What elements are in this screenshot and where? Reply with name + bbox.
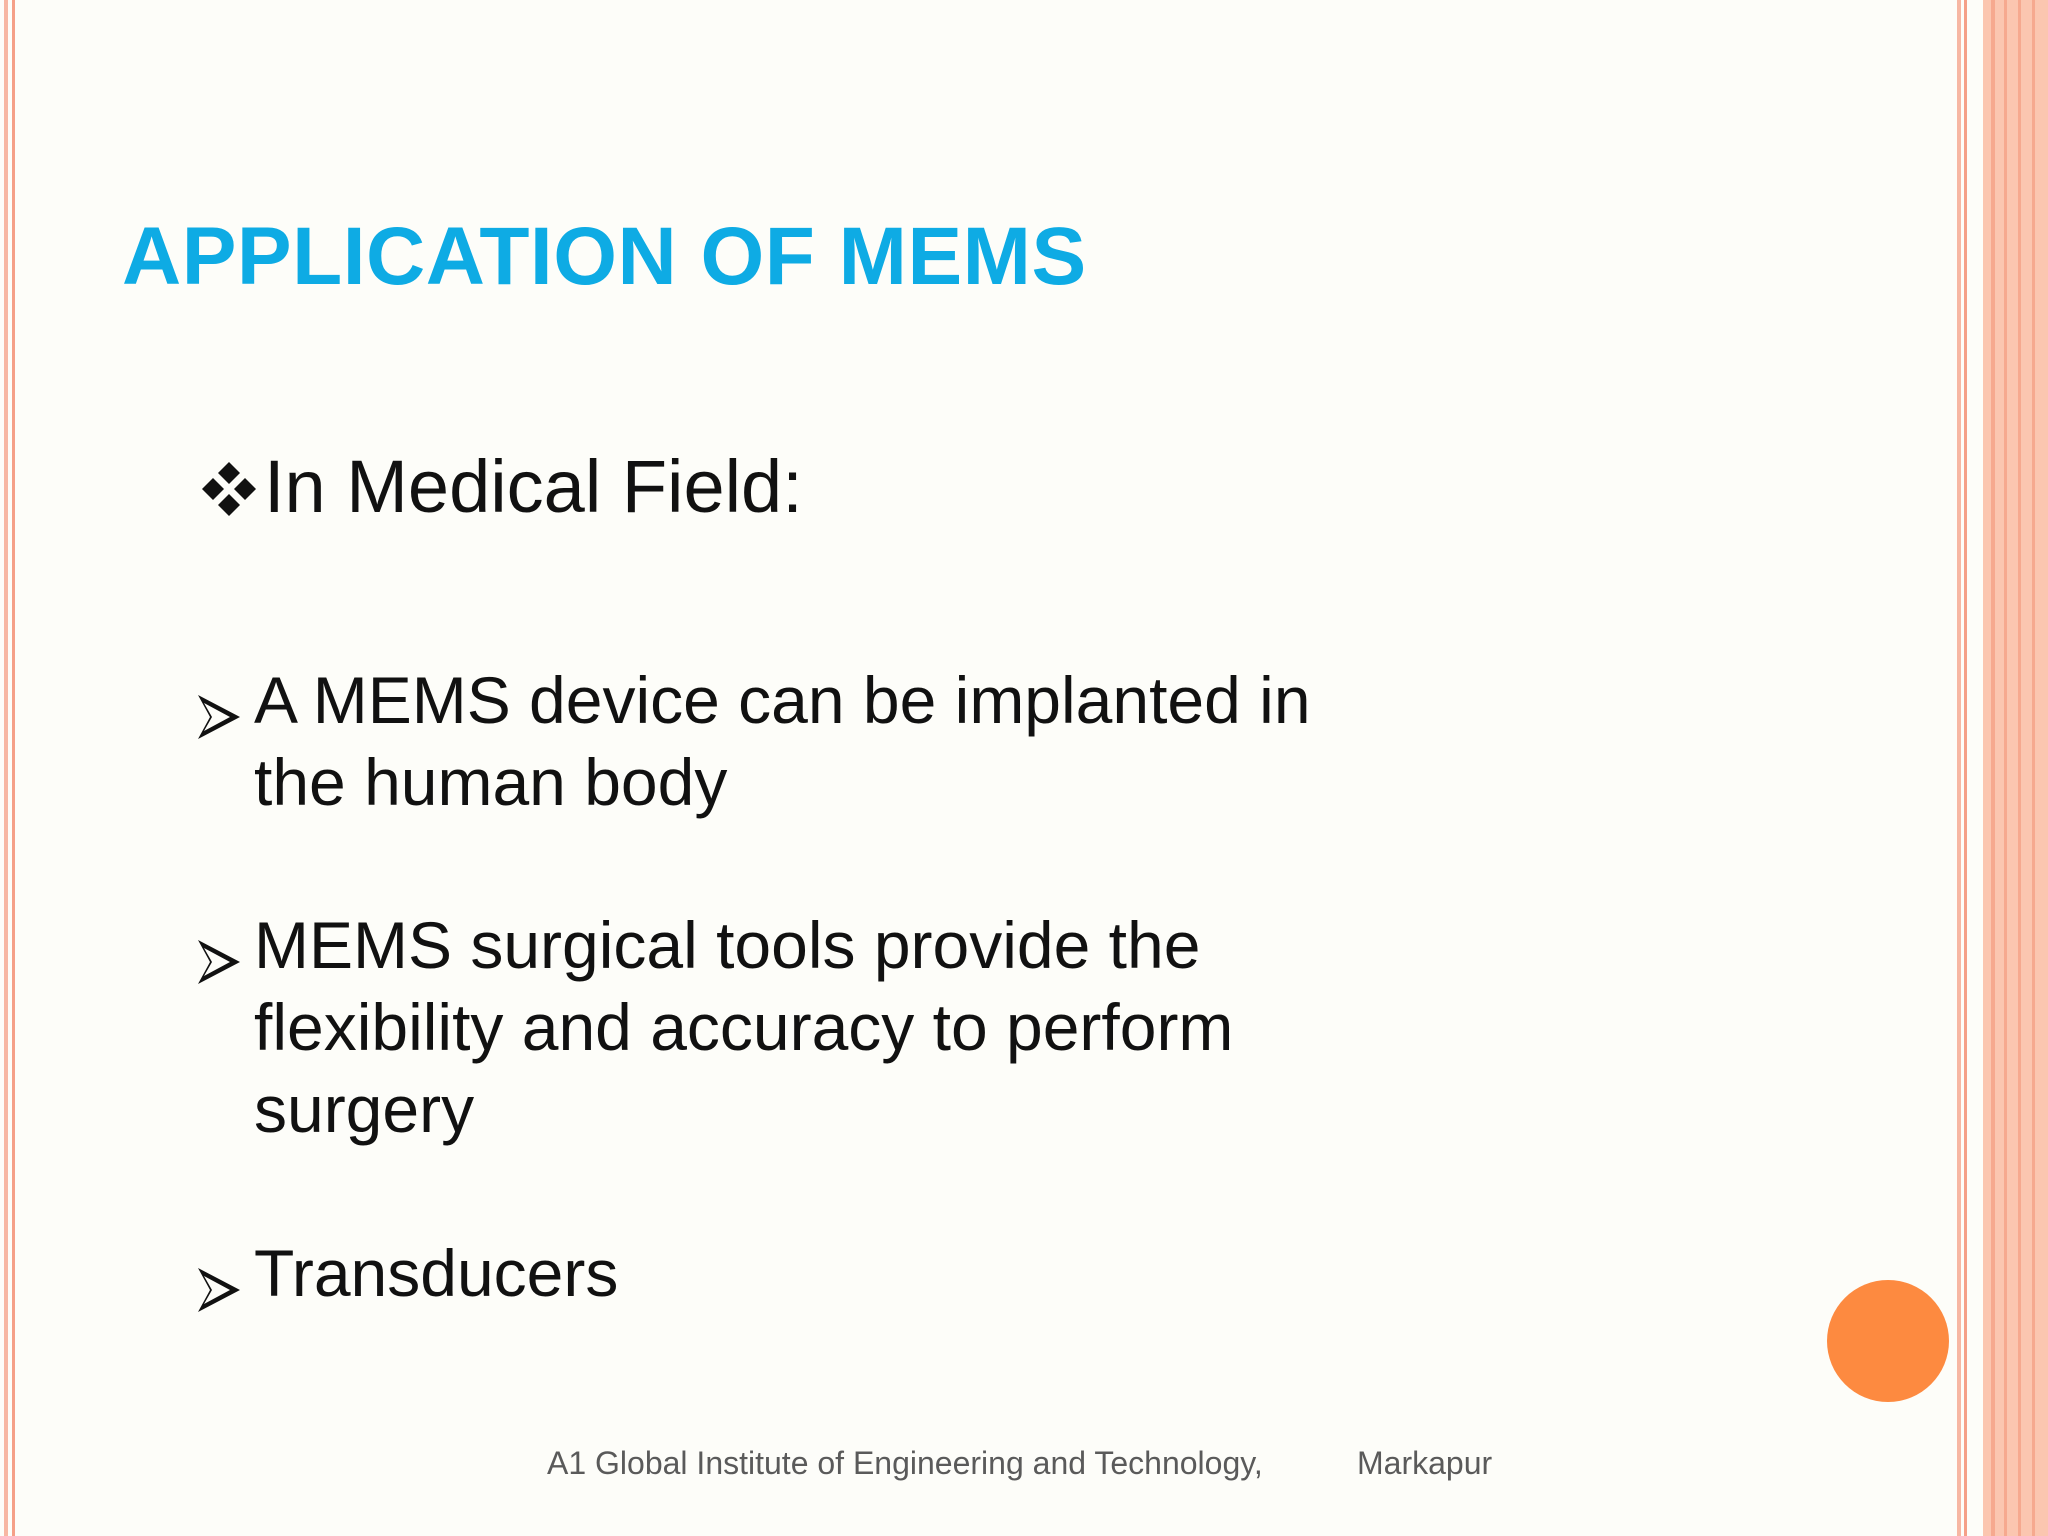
bullet-item (196, 1232, 618, 1314)
bullet-text: MEMS surgical tools provide the flexibility and accuracy to perform surgery (254, 908, 1234, 1146)
right-border-line (1957, 0, 1961, 1536)
right-band-stripe (2018, 0, 2021, 1536)
arrowhead-icon (196, 922, 242, 970)
bullet-text: A MEMS device can be implanted in the human body (254, 663, 1311, 819)
right-band-stripe (1991, 0, 1995, 1536)
section-heading-text: In Medical Field: (264, 445, 803, 528)
right-band-stripe (2004, 0, 2007, 1536)
orange-circle-decoration (1827, 1280, 1949, 1402)
four-diamond-icon (196, 454, 262, 520)
right-border-line (1964, 0, 1967, 1536)
footer-location: Markapur (1357, 1445, 1493, 1481)
left-border-line (4, 0, 8, 1536)
slide-title: APPLICATION OF MEMS (122, 211, 1087, 302)
left-border-line (12, 0, 15, 1536)
right-band-stripe (2032, 0, 2035, 1536)
bullet-item (196, 659, 1311, 823)
arrowhead-icon (196, 1250, 242, 1298)
section-heading (196, 444, 803, 529)
bullet-text: Transducers (254, 1236, 619, 1310)
bullet-item (196, 904, 1233, 1150)
footer-institute: A1 Global Institute of Engineering and Technology, (547, 1445, 1263, 1481)
arrowhead-icon (196, 677, 242, 725)
